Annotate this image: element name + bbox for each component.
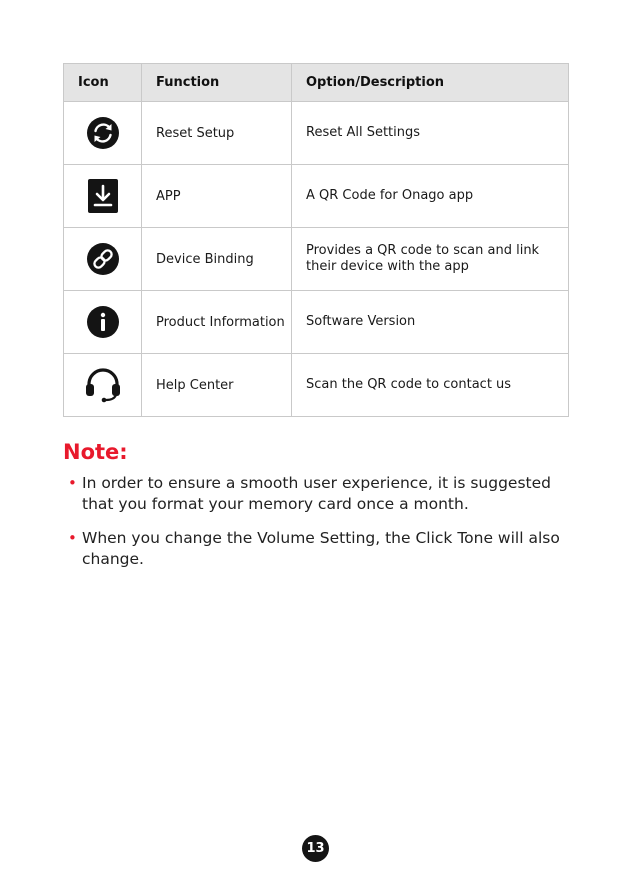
description-product-information: Software Version (292, 291, 569, 354)
header-icon: Icon (64, 64, 142, 102)
function-product-information: Product Information (142, 291, 292, 354)
description-help-center: Scan the QR code to contact us (292, 354, 569, 417)
function-device-binding: Device Binding (142, 228, 292, 291)
list-item (66, 473, 566, 515)
description-device-binding: Provides a QR code to scan and link their device with the app (292, 228, 569, 291)
page-number: 13 (302, 835, 329, 862)
header-function: Function (142, 64, 292, 102)
settings-table (63, 63, 569, 417)
bullet-icon: • (68, 474, 77, 492)
note-list (66, 473, 566, 583)
note-text: When you change the Volume Setting, the Click Tone will also change. (82, 529, 560, 568)
table-row (64, 291, 569, 354)
bullet-icon: • (68, 529, 77, 547)
description-app: A QR Code for Onago app (292, 165, 569, 228)
description-reset-setup: Reset All Settings (292, 102, 569, 165)
function-help-center: Help Center (142, 354, 292, 417)
info-icon (86, 315, 120, 330)
table-row (64, 228, 569, 291)
link-icon (86, 252, 120, 267)
download-icon (88, 189, 118, 204)
table-header-row (64, 64, 569, 102)
reset-icon (86, 126, 120, 141)
table-row (64, 354, 569, 417)
table-row (64, 165, 569, 228)
note-text: In order to ensure a smooth user experience, it is suggested that you format your memory card once a month. (82, 474, 551, 513)
headset-icon (83, 378, 123, 393)
note-title: Note: (63, 440, 128, 464)
table-row (64, 102, 569, 165)
list-item (66, 528, 566, 570)
function-reset-setup: Reset Setup (142, 102, 292, 165)
function-app: APP (142, 165, 292, 228)
header-description: Option/Description (292, 64, 569, 102)
